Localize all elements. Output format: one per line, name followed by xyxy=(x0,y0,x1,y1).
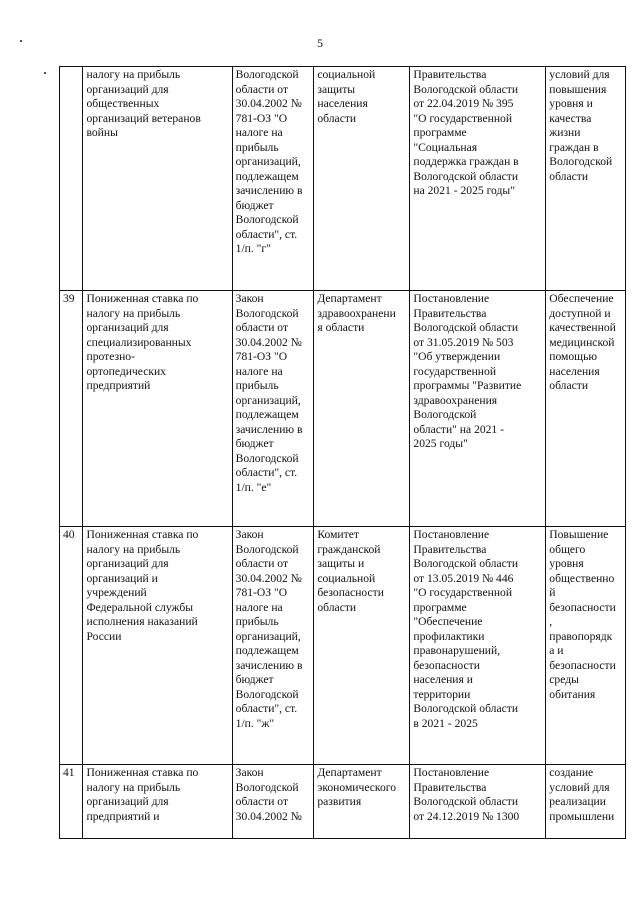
table-row xyxy=(60,291,626,527)
table-row xyxy=(60,765,626,839)
page-number: 5 xyxy=(317,36,323,50)
benefit-name: Пониженная ставка по налогу на прибыль организаций для специализированных протезно- ортопедических предприятий xyxy=(83,291,232,527)
row-number: 39 xyxy=(60,291,83,527)
row-number: 40 xyxy=(60,527,83,765)
program-goal: Повышение общего уровня общественно й безопасности , правопорядк а и безопасности среды обитания xyxy=(546,527,626,765)
curator-department: социальной защиты населения области xyxy=(314,67,410,291)
table-row xyxy=(60,527,626,765)
program-goal: создание условий для реализации промышлени xyxy=(546,765,626,839)
scan-speck xyxy=(44,72,46,74)
curator-department: Департамент здравоохранени я области xyxy=(314,291,410,527)
legal-basis: Закон Вологодской области от 30.04.2002 № 781-ОЗ "О налоге на прибыль организаций, подлежащем зачислению в бюджет Вологодской области", ст. 1/п. "ж" xyxy=(232,527,314,765)
legal-basis: Закон Вологодской области от 30.04.2002 № xyxy=(232,765,314,839)
curator-department: Департамент экономического развития xyxy=(314,765,410,839)
state-program: Постановление Правительства Вологодской области от 31.05.2019 № 503 "Об утверждении государственной программы "Развитие здравоохранения Вологодской области" на 2021 - 2025 годы" xyxy=(410,291,546,527)
benefit-name: Пониженная ставка по налогу на прибыль организаций для предприятий и xyxy=(83,765,232,839)
benefit-name: налогу на прибыль организаций для общественных организаций ветеранов войны xyxy=(83,67,232,291)
legal-basis: Вологодской области от 30.04.2002 № 781-ОЗ "О налоге на прибыль организаций, подлежащем зачислению в бюджет Вологодской области", ст. 1/п. "г" xyxy=(232,67,314,291)
program-goal: условий для повышения уровня и качества жизни граждан в Вологодской области xyxy=(546,67,626,291)
table-row xyxy=(60,67,626,291)
row-number: 41 xyxy=(60,765,83,839)
curator-department: Комитет гражданской защиты и социальной безопасности области xyxy=(314,527,410,765)
legal-basis: Закон Вологодской области от 30.04.2002 № 781-ОЗ "О налоге на прибыль организаций, подлежащем зачислению в бюджет Вологодской области", ст. 1/п. "е" xyxy=(232,291,314,527)
state-program: Правительства Вологодской области от 22.04.2019 № 395 "О государственной программе "Социальная поддержка граждан в Вологодской области на 2021 - 2025 годы" xyxy=(410,67,546,291)
program-goal: Обеспечение доступной и качественной медицинской помощью населения области xyxy=(546,291,626,527)
row-number xyxy=(60,67,83,291)
benefit-name: Пониженная ставка по налогу на прибыль организаций для организаций и учреждений Федеральной службы исполнения наказаний России xyxy=(83,527,232,765)
state-program: Постановление Правительства Вологодской области от 24.12.2019 № 1300 xyxy=(410,765,546,839)
benefits-table xyxy=(59,66,626,839)
state-program: Постановление Правительства Вологодской области от 13.05.2019 № 446 "О государственной программе "Обеспечение профилактики правонарушений, безопасности населения и территории Вологодской области в 2021 - 2025 xyxy=(410,527,546,765)
